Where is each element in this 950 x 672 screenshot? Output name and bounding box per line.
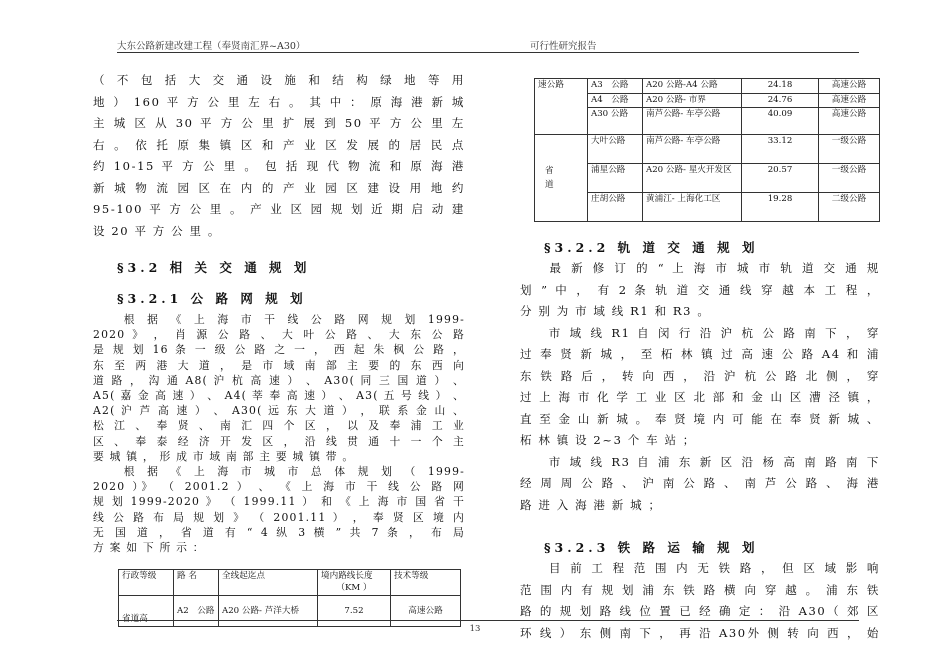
cell-length: 33.12	[742, 135, 819, 164]
text-line: 直 至 金 山 新 城 。 奉 贤 境 内 可 能 在 奉 贤 新 城 、	[520, 411, 880, 426]
cell-length: 40.09	[742, 108, 819, 135]
text-line: 路 的 规 划 路 线 位 置 已 经 确 定 ： 沿 A30（ 郊 区	[520, 604, 880, 618]
header-right: 可行性研究报告	[530, 41, 597, 52]
cell-length: 20.57	[742, 164, 819, 193]
cell-road-name: A2 公路	[174, 596, 219, 627]
cell-tech-grade: 高速公路	[819, 108, 880, 135]
cell-route-span: A20 公路- 星火开发区	[643, 164, 742, 193]
cell-route-span: 黄浦江- 上海化工区	[643, 193, 742, 222]
text-line: 分 别 为 市 域 线 R1 和 R3 。	[520, 304, 711, 318]
cell-tech-grade: 高速公路	[819, 79, 880, 94]
rail-line-r3	[520, 452, 880, 517]
intro-paragraph	[93, 70, 465, 242]
text-line: 路 进 入 海 港 新 城 ；	[520, 497, 662, 512]
text-line: 松 江 、 奉 贤 、 南 汇 四 个 区 ， 以 及 奉 浦 工 业	[93, 419, 465, 433]
text-line: 无 国 道 ， 省 道 有 “ 4 纵 3 横 ” 共 7 条 ， 布 局	[93, 525, 465, 539]
cell-road-name: 庄胡公路	[588, 193, 643, 222]
table-row	[535, 79, 880, 94]
highway-plan-paragraph	[93, 312, 465, 464]
intro-line: 地 ） 160 平 方 公 里 左 右 。 其 中 ： 原 海 港 新 城	[93, 94, 465, 109]
text-line: 最 新 修 订 的 “ 上 海 市 城 市 轨 道 交 通 规	[520, 261, 880, 275]
intro-line: 主 城 区 从 30 平 方 公 里 扩 展 到 50 平 方 公 里 左	[93, 116, 465, 130]
table-row	[535, 135, 880, 164]
intro-line: 右 。 依 托 原 集 镇 区 和 产 业 区 发 展 的 居 民 点	[93, 137, 465, 152]
rail-transit-intro	[520, 258, 880, 323]
cell-tech-grade: 一级公路	[819, 164, 880, 193]
text-line: 道 路 ， 沟 通 A8( 沪 杭 高 速 ） 、 A30( 同 三 国 道 ） 、	[93, 373, 465, 387]
text-line: 划 ” 中 ， 有 2 条 轨 道 交 通 线 穿 越 本 工 程 ，	[520, 282, 880, 297]
cell-admin-level: 省道高	[119, 596, 174, 627]
section-heading-3-2-1: §3.2.1 公 路 网 规 划	[117, 291, 307, 306]
cell-route-span: A20 公路- 芦洋大桥	[219, 596, 318, 627]
text-line: 东 铁 路 后 ， 转 向 西 ， 沿 沪 杭 公 路 北 侧 ， 穿	[520, 368, 880, 383]
text-line: 过 上 海 市 化 学 工 业 区 北 部 和 金 山 区 漕 泾 镇 ，	[520, 390, 880, 404]
intro-line: 新 城 物 流 园 区 在 内 的 产 业 园 区 建 设 用 地 约	[93, 180, 465, 195]
header-length-label: 境内路线长度	[321, 571, 373, 582]
table-row	[119, 596, 461, 627]
cell-road-name: A3 公路	[588, 79, 643, 94]
header-length-unit: （KM ）	[336, 582, 372, 593]
cell-tech-grade: 高速公路	[391, 596, 461, 627]
rail-line-r1	[520, 323, 880, 452]
cell-length: 24.18	[742, 79, 819, 94]
section-heading-3-2: §3.2 相 关 交 通 规 划	[117, 260, 311, 275]
text-line: 环 线 ） 东 侧 南 下 ， 再 沿 A30外 侧 转 向 西 ， 始	[520, 625, 880, 640]
cell-route-span: 南芦公路- 车亭公路	[643, 135, 742, 164]
cell-road-name: 大叶公路	[588, 135, 643, 164]
footer-rule	[117, 620, 859, 621]
provincial-road-table-part1	[118, 569, 461, 627]
cell-road-name: 浦星公路	[588, 164, 643, 193]
text-line: 方 案 如 下 所 示 ：	[93, 541, 205, 555]
text-line: 2020 》 ， 肖 源 公 路 、 大 叶 公 路 、 大 东 公 路	[93, 328, 465, 342]
text-line: 东 至 两 港 大 道 ， 是 市 域 南 部 主 要 的 东 西 向	[93, 358, 465, 372]
cell-length: 19.28	[742, 193, 819, 222]
cell-road-name: A4 公路	[588, 93, 643, 108]
admin-level-label: 省道	[545, 166, 554, 190]
cell-road-name: A30 公路	[588, 108, 643, 135]
text-line: 市 域 线 R1 自 闵 行 沿 沪 杭 公 路 南 下 ， 穿	[520, 325, 880, 340]
header-route-span: 全线起迄点	[219, 570, 318, 596]
text-line: 要 城 镇 ， 形 成 市 域 南 部 主 要 城 镇 带 。	[93, 449, 355, 463]
text-line: 经 周 周 公 路 、 沪 南 公 路 、 南 芦 公 路 、 海 港	[520, 476, 880, 490]
header-tech-grade: 技术等级	[391, 570, 461, 596]
text-line: 过 奉 贤 新 城 ， 至 柘 林 镇 过 高 速 公 路 A4 和 浦	[520, 347, 880, 361]
text-line: 根 据 《 上 海 市 城 市 总 体 规 划 （ 1999-	[93, 465, 465, 479]
provincial-road-paragraph	[93, 464, 465, 555]
cell-length: 7.52	[318, 596, 391, 627]
cell-route-span: 南芦公路- 车亭公路	[643, 108, 742, 135]
text-line: 根 据 《 上 海 市 干 线 公 路 网 规 划 1999-	[93, 313, 465, 326]
right-column	[520, 70, 880, 644]
page-number: 13	[469, 624, 481, 634]
cell-tech-grade: 二级公路	[819, 193, 880, 222]
header-road-name: 路 名	[174, 570, 219, 596]
text-line: 线 公 路 布 局 规 划 》 （ 2001.11 ） ， 奉 贤 区 境 内	[93, 510, 465, 524]
section-heading-3-2-3: §3.2.3 铁 路 运 输 规 划	[544, 540, 759, 555]
header-length	[318, 570, 391, 596]
table-header-row	[119, 570, 461, 596]
text-line: 规 划 1999-2020 》 （ 1999.11 ） 和 《 上 海 市 国 省 干	[93, 495, 465, 509]
cell-admin-level	[535, 135, 588, 222]
header-admin-level: 行政等级	[119, 570, 174, 596]
intro-line: 设 20 平 方 公 里 。	[93, 223, 221, 238]
cell-tech-grade: 高速公路	[819, 93, 880, 108]
text-line: 目 前 工 程 范 围 内 无 铁 路 ， 但 区 域 影 响	[520, 561, 880, 575]
cell-admin-level: 速公路	[535, 79, 588, 135]
cell-tech-grade: 一级公路	[819, 135, 880, 164]
text-line: 区 、 奉 泰 经 济 开 发 区 ， 沿 线 贯 通 十 一 个 主	[93, 434, 465, 448]
intro-line: （ 不 包 括 大 交 通 设 施 和 结 构 绿 地 等 用	[93, 73, 465, 87]
text-line: 是 规 划 16 条 一 级 公 路 之 一 ， 西 起 朱 枫 公 路 ，	[93, 343, 465, 357]
cell-route-span: A20 公路- 市界	[643, 93, 742, 108]
text-line: A2( 沪 芦 高 速 ） 、 A30( 远 东 大 道 ） ， 联 系 金 山 、	[93, 404, 465, 418]
provincial-road-table-part2	[534, 78, 880, 222]
intro-line: 约 10-15 平 方 公 里 。 包 括 现 代 物 流 和 原 海 港	[93, 159, 465, 173]
text-line: 2020 ）》 （ 2001.2 ） 、 《 上 海 市 干 线 公 路 网	[93, 480, 465, 494]
section-heading-3-2-2: §3.2.2 轨 道 交 通 规 划	[544, 240, 759, 255]
text-line: A5( 嘉 金 高 速 ） 、 A4( 莘 奉 高 速 ） 、 A3( 五 号 线 ） 、	[93, 389, 465, 403]
left-column	[93, 70, 465, 627]
header-rule	[117, 52, 859, 53]
text-line: 范 围 内 有 规 划 浦 东 铁 路 横 向 穿 越 。 浦 东 铁	[520, 582, 880, 597]
header-left: 大东公路新建改建工程（奉贤南汇界~A30）	[117, 41, 306, 52]
cell-route-span: A20 公路-A4 公路	[643, 79, 742, 94]
text-line: 柘 林 镇 设 2~3 个 车 站 ；	[520, 433, 696, 447]
intro-line: 95-100 平 方 公 里 。 产 业 区 园 规 划 近 期 启 动 建	[93, 202, 465, 216]
text-line: 市 域 线 R3 自 浦 东 新 区 沿 杨 高 南 路 南 下	[520, 454, 880, 469]
cell-length: 24.76	[742, 93, 819, 108]
